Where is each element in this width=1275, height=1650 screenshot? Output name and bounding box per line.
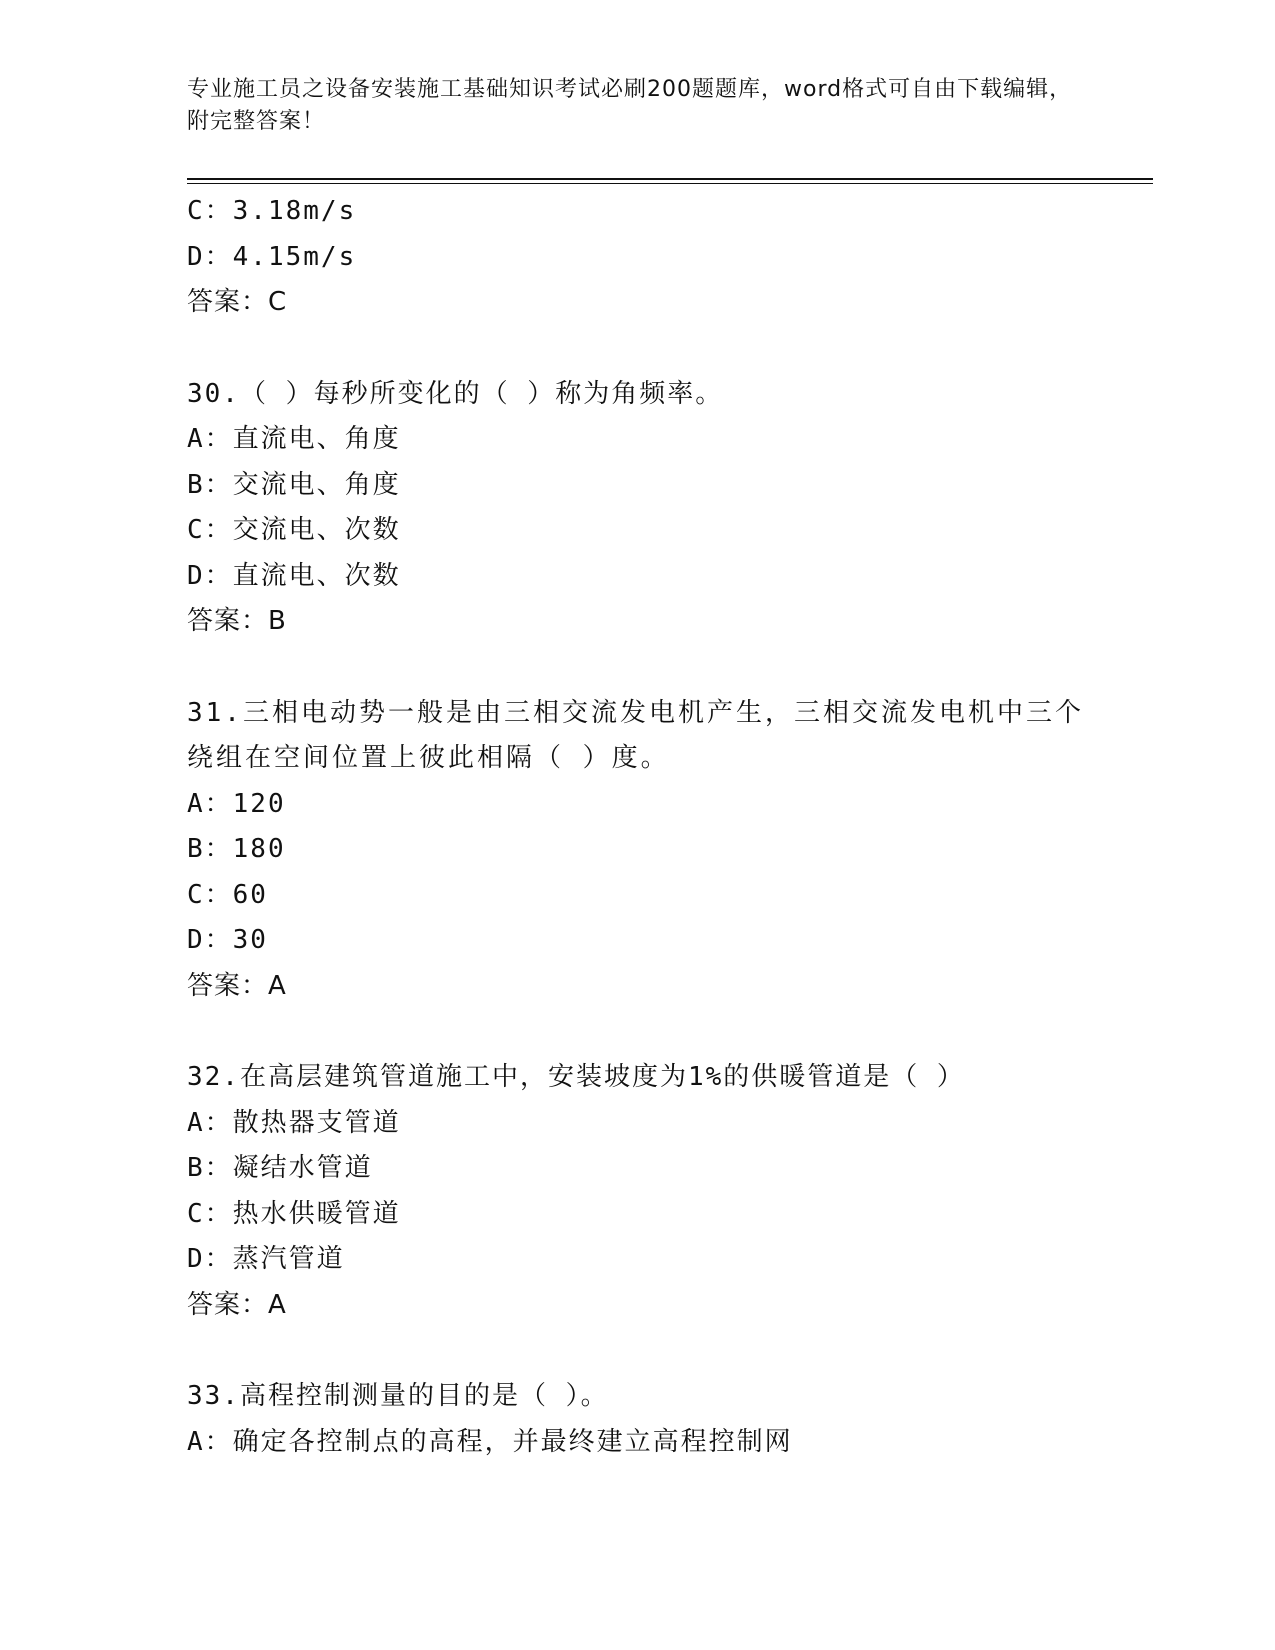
option-c: C：交流电、次数 (187, 515, 401, 545)
answer-line: 答案：C (187, 287, 288, 317)
option-a: A：直流电、角度 (187, 424, 401, 454)
answer-line: 答案：A (187, 1289, 287, 1320)
option-b: B：凝结水管道 (187, 1153, 373, 1183)
question-32 (187, 1055, 1087, 1328)
question-stem: 30.（ ）每秒所变化的（ ）称为角频率。 (187, 378, 724, 409)
spacer (187, 1009, 1087, 1055)
option-c: C：60 (187, 879, 268, 910)
option-c: C：热水供暖管道 (187, 1198, 401, 1229)
option-b: B：180 (187, 834, 286, 864)
option-c: C：3.18m/s (187, 196, 357, 226)
option-b: B：交流电、角度 (187, 469, 401, 500)
question-29-continued (187, 189, 1087, 326)
question-stem: 31.三相电动势一般是由三相交流发电机产生，三相交流发电机中三个绕组在空间位置上彼此相隔（ ）度。 (187, 697, 1084, 773)
header-divider-thin (187, 183, 1153, 184)
question-31 (187, 691, 1087, 1010)
option-d: D：直流电、次数 (187, 560, 401, 591)
header-divider-thick (187, 178, 1153, 180)
option-d: D：4.15m/s (187, 241, 357, 272)
answer-line: 答案：B (187, 606, 287, 636)
option-d: D：蒸汽管道 (187, 1244, 345, 1274)
question-30 (187, 372, 1087, 645)
question-stem: 32.在高层建筑管道施工中，安装坡度为1%的供暖管道是（ ） (187, 1062, 965, 1092)
option-d: D：30 (187, 925, 268, 955)
spacer (187, 326, 1087, 372)
question-stem: 33.高程控制测量的目的是（ ）。 (187, 1381, 609, 1411)
spacer (187, 645, 1087, 691)
page-header: 专业施工员之设备安装施工基础知识考试必刷200题题库，word格式可自由下载编辑，附完整答案！ (187, 77, 1073, 134)
option-a: A：确定各控制点的高程，并最终建立高程控制网 (187, 1426, 793, 1457)
option-a: A：120 (187, 788, 286, 819)
answer-line: 答案：A (187, 970, 287, 1001)
spacer (187, 1328, 1087, 1374)
question-content (187, 189, 1087, 1465)
option-a: A：散热器支管道 (187, 1107, 401, 1138)
question-33 (187, 1374, 1087, 1465)
